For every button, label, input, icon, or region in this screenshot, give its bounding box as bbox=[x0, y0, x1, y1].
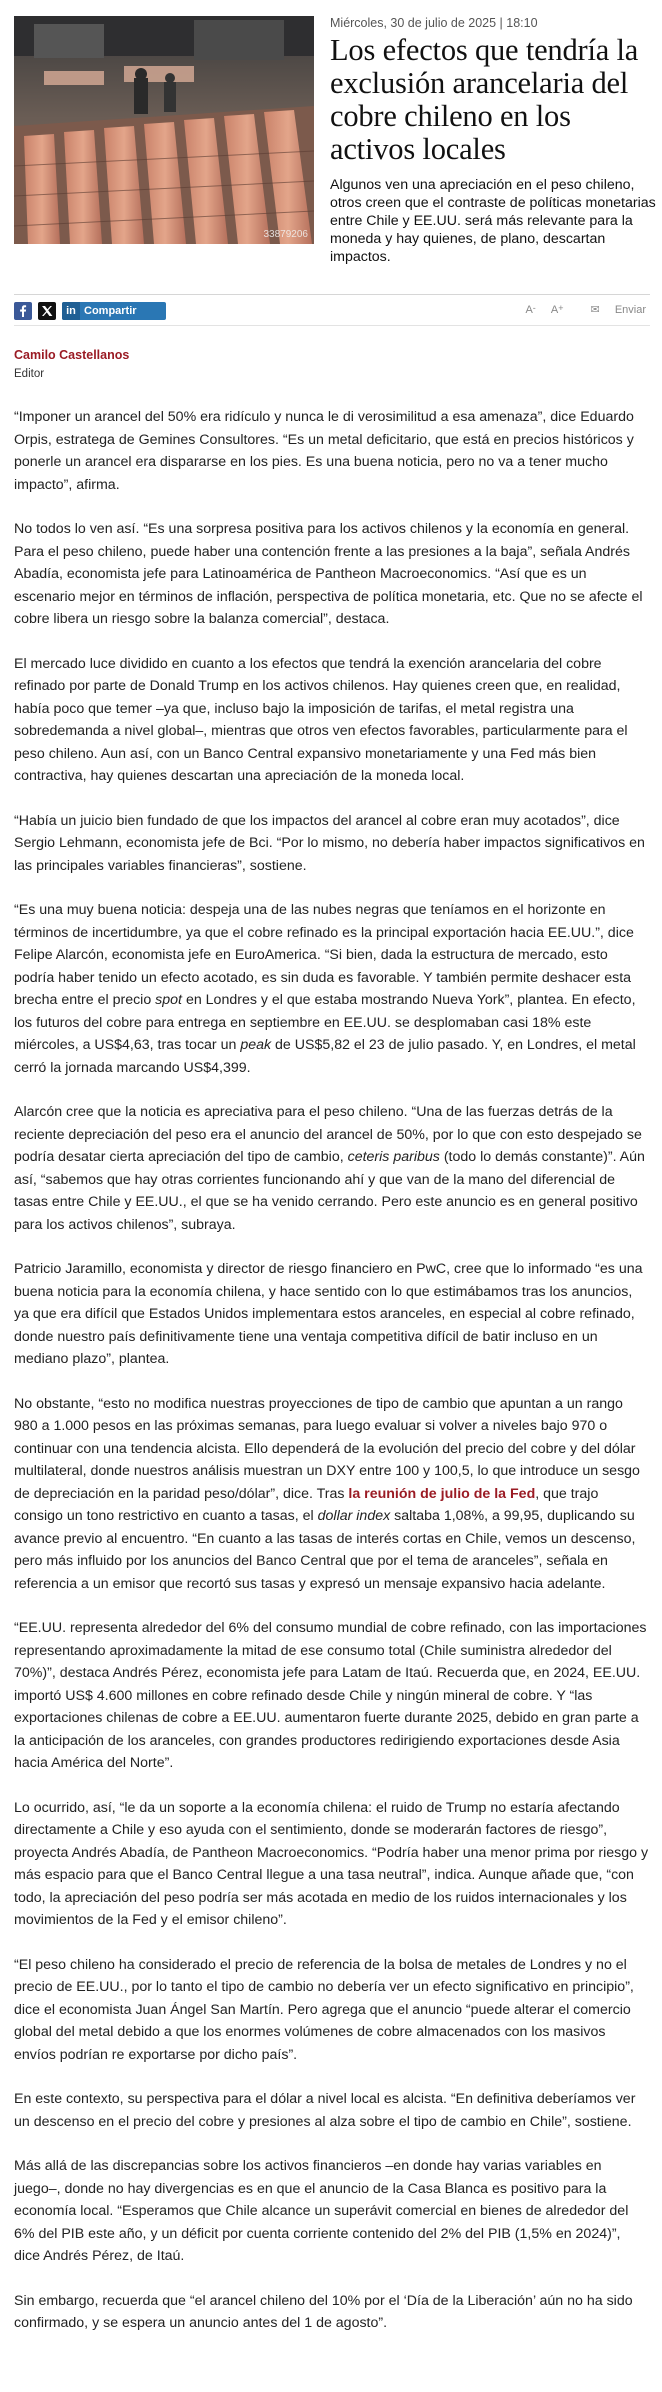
paragraph-8 bbox=[14, 1393, 650, 1596]
font-decrease-minus: - bbox=[532, 303, 536, 313]
paragraph-2: No todos lo ven así. “Es una sorpresa positiva para los activos chilenos y la economía en general. Para el peso chileno, puede haber una contención frente a las presiones a la baja”, señala Andrés Abadía, economista jefe para Latinoamérica de Pantheon Macroeconomics. “Así que es un escenario mejor en términos de inflación, perspectiva de política monetaria, etc. Que no se afecte el cobre libera un riesgo sobre la balanza comercial”, destaca. bbox=[14, 521, 643, 627]
linkedin-share-button[interactable] bbox=[62, 302, 166, 320]
paragraph-14: Sin embargo, recuerda que “el arancel chileno del 10% por el ‘Día de la Liberación’ aún no ha sido confirmado, y se espera un anuncio antes del 1 de agosto”. bbox=[14, 2292, 633, 2331]
fed-meeting-link[interactable]: la reunión de julio de la Fed bbox=[348, 1485, 536, 1502]
linkedin-icon: in bbox=[62, 302, 80, 320]
envelope-icon: ✉ bbox=[590, 304, 600, 316]
font-decrease-button[interactable]: A bbox=[525, 304, 533, 316]
paragraph-10: Lo ocurrido, así, “le da un soporte a la economía chilena: el ruido de Trump no estaría afectando directamente a Chile y eso ayuda con el sentimiento, donde se moderarán factores de riesgo”, proyecta Andrés Abadía, de Pantheon Macroeconomics. “Podría haber una menor prima por riesgo y más espacio para que el Banco Central llegue a una tasa neutral”, indica. Aunque añade que, “con todo, la apreciación del peso podría ser más acotada en medio de los ruidos internacionales y los movimientos de la Fed y el emisor chileno”. bbox=[14, 1799, 649, 1928]
paragraph-12: En este contexto, su perspectiva para el dólar a nivel local es alcista. “En definitiva deberíamos ver un descenso en el precio del cobre y presiones al alza sobre el tipo de cambio en Chile”, sostiene. bbox=[14, 2091, 636, 2130]
facebook-icon[interactable] bbox=[14, 302, 32, 320]
paragraph-6 bbox=[14, 1101, 650, 1236]
article-header bbox=[14, 16, 656, 265]
paragraph-6-part: Alarcón cree que la noticia es apreciativa para el peso chileno. “Una de las fuerzas detrás de la reciente depreciación del peso era el anuncio del arancel de 50%, por lo que con esto despejado se podría desatar cierta apreciación del tipo de cambio, bbox=[14, 1104, 642, 1165]
paragraph-5-part: “Es una muy buena noticia: despeja una de las nubes negras que teníamos en el horizonte en términos de incertidumbre, ya que el cobre refinado es la principal exportación hacia EE.UU.”, dice Felipe Alarcón, economista jefe en EuroAmerica. “Si bien, dada la estructura de mercado, esto podría haber tenido un efecto acotado, es sin duda es favorable. Y también permite deshacer esta brecha entre el precio bbox=[14, 902, 634, 1008]
dateline: Miércoles, 30 de julio de 2025 | 18:10 bbox=[330, 16, 538, 30]
italic-term: peak bbox=[240, 1037, 272, 1053]
share-label: Compartir bbox=[84, 305, 137, 317]
paragraph-8-part: , que trajo consigo un tono restrictivo en cuanto a tasas, el bbox=[14, 1485, 599, 1524]
text-tools bbox=[513, 303, 646, 316]
paragraph-8-part: saltaba 1,08%, a 99,95, duplicando su avance previo al encuentro. “En cuanto a las tasas de interés cortas en Chile, vemos un descenso, pero más influido por los anuncios del Banco Central que por el tema de aranceles”, señala en referencia a un emisor que recortó sus tasas y expresó un mensaje expansivo hacia adelante. bbox=[14, 1508, 636, 1592]
article-body bbox=[14, 406, 650, 2357]
author-name[interactable]: Camilo Castellanos bbox=[14, 348, 130, 362]
paragraph-4: “Había un juicio bien fundado de que los impactos del arancel al cobre eran muy acotados”, dice Sergio Lehmann, economista jefe de Bci. “Por lo mismo, no debería haber impactos significativos en las principales variables financieras”, sostiene. bbox=[14, 812, 645, 874]
hero-text bbox=[330, 16, 656, 266]
font-increase-plus: + bbox=[558, 303, 564, 313]
italic-term: spot bbox=[155, 992, 182, 1008]
paragraph-1: “Imponer un arancel del 50% era ridículo y nunca le di verosimilitud a esa amenaza”, dice Eduardo Orpis, estratega de Gemines Consultores. “Es un metal deficitario, que está en precios históricos y ponerle un arancel era dispararse en los pies. Es una buena noticia, pero no va a tener mucho impacto”, afirma. bbox=[14, 409, 634, 493]
photo-id: 33879206 bbox=[263, 229, 308, 240]
paragraph-8-part: No obstante, “esto no modifica nuestras proyecciones de tipo de cambio que apuntan a un rango 980 a 1.000 pesos en las próximas semanas, para luego evaluar si volver a niveles bajo 970 o continuar con una tendencia alcista. Ello dependerá de la evolución del precio del cobre y del dólar multilateral, donde nuestros análisis muestran un DXY entre 100 y 100,5, lo que introduce un sesgo de depreciación en la paridad peso/dólar”, dice. Tras bbox=[14, 1395, 640, 1502]
article-photo[interactable] bbox=[14, 16, 314, 244]
paragraph-5-part: en Londres y el que estaba mostrando Nueva York”, plantea. En efecto, los futuros del cobre para entrega en septiembre en EE.UU. se desplomaban casi 18% este miércoles, a US$4,63, tras tocar un bbox=[14, 992, 636, 1053]
paragraph-9: “EE.UU. representa alrededor del 6% del consumo mundial de cobre refinado, con las importaciones representando aproximadamente la mitad de ese consumo total (Chile suministra alrededor del 70%)”, destaca Andrés Pérez, economista jefe para Latam de Itaú. Recuerda que, en 2024, EE.UU. importó US$ 4.600 millones en cobre refinado desde Chile y ningún mineral de cobre. Y “las exportaciones chilenas de cobre a EE.UU. aumentaron fuerte durante 2025, debido en gran parte a la anticipación de los aranceles, con grandes productores redirigiendo exportaciones desde Asia hacia América del Norte”. bbox=[14, 1620, 647, 1771]
author-role: Editor bbox=[14, 368, 45, 380]
send-label: Enviar bbox=[614, 304, 646, 316]
italic-term: ceteris paribus bbox=[347, 1149, 440, 1165]
subhead: Algunos ven una apreciación en el peso chileno, otros creen que el contraste de políticas monetarias entre Chile y EE.UU. será más relevante para la moneda y hay quienes, de plano, descartan impactos. bbox=[330, 177, 656, 265]
share-toolbar bbox=[14, 294, 650, 326]
paragraph-3: El mercado luce dividido en cuanto a los efectos que tendrá la exención arancelaria del cobre refinado por parte de Donald Trump en los activos chilenos. Hay quienes creen que, en realidad, había poco que temer –ya que, incluso bajo la imposición de tarifas, el metal registra una sobredemanda a nivel global–, mientras que otros ven efectos favorables, particularmente para el peso chileno. Aun así, con un Banco Central expansivo monetariamente y una Fed más bien contractiva, hay quienes descartan una apreciación de la moneda local. bbox=[14, 655, 628, 784]
paragraph-7: Patricio Jaramillo, economista y director de riesgo financiero en PwC, cree que lo informado “es una buena noticia para la economía chilena, y hace sentido con lo que estimábamos tras los anuncios, ya que era difícil que Estados Unidos implementara estos aranceles, en especial al cobre refinado, donde nuestro país definitivamente tiene una ventaja competitiva difícil de batir incluso en un mediano plazo”, plantea. bbox=[14, 1261, 643, 1367]
send-button[interactable] bbox=[579, 304, 646, 316]
x-icon[interactable] bbox=[38, 302, 56, 320]
font-increase-button[interactable]: A bbox=[550, 304, 559, 316]
paragraph-5-part: de US$5,82 el 23 de julio pasado. Y, en Londres, el metal cerró la jornada marcando US$4,399. bbox=[14, 1037, 636, 1076]
paragraph-5 bbox=[14, 899, 650, 1079]
byline bbox=[14, 348, 129, 380]
headline: Los efectos que tendría la exclusión arancelaria del cobre chileno en los activos locales bbox=[330, 33, 639, 166]
paragraph-13: Más allá de las discrepancias sobre los activos financieros –en donde hay varias variables en juego–, donde no hay divergencias es en que el anuncio de la Casa Blanca es positivo para la economía local. “Esperamos que Chile alcance un superávit comercial en bienes de alrededor del 6% del PIB este año, y un déficit por cuenta corriente contenido del 2% del PIB (1,5% en 2024)”, dice Andrés Pérez, de Itaú. bbox=[14, 2158, 629, 2264]
paragraph-6-part: (todo lo demás constante)”. Aún así, “sabemos que hay otras corrientes funcionando ahí y que van de la mano del diferencial de tasas entre Chile y EE.UU., el que se ha venido cerrando. Pero este anuncio es en general positivo para los activos chilenos”, subraya. bbox=[14, 1149, 645, 1233]
paragraph-11: “El peso chileno ha considerado el precio de referencia de la bolsa de metales de Londres y no el precio de EE.UU., por lo tanto el tipo de cambio no debería ver un efecto significativo en principio”, dice el economista Juan Ángel San Martín. Pero agrega que el anuncio “puede alterar el comercio global del metal debido a que los enormes volúmenes de cobre almacenados con los masivos envíos podrían re exportarse por dicho país”. bbox=[14, 1956, 634, 2063]
italic-term: dollar index bbox=[317, 1508, 391, 1524]
